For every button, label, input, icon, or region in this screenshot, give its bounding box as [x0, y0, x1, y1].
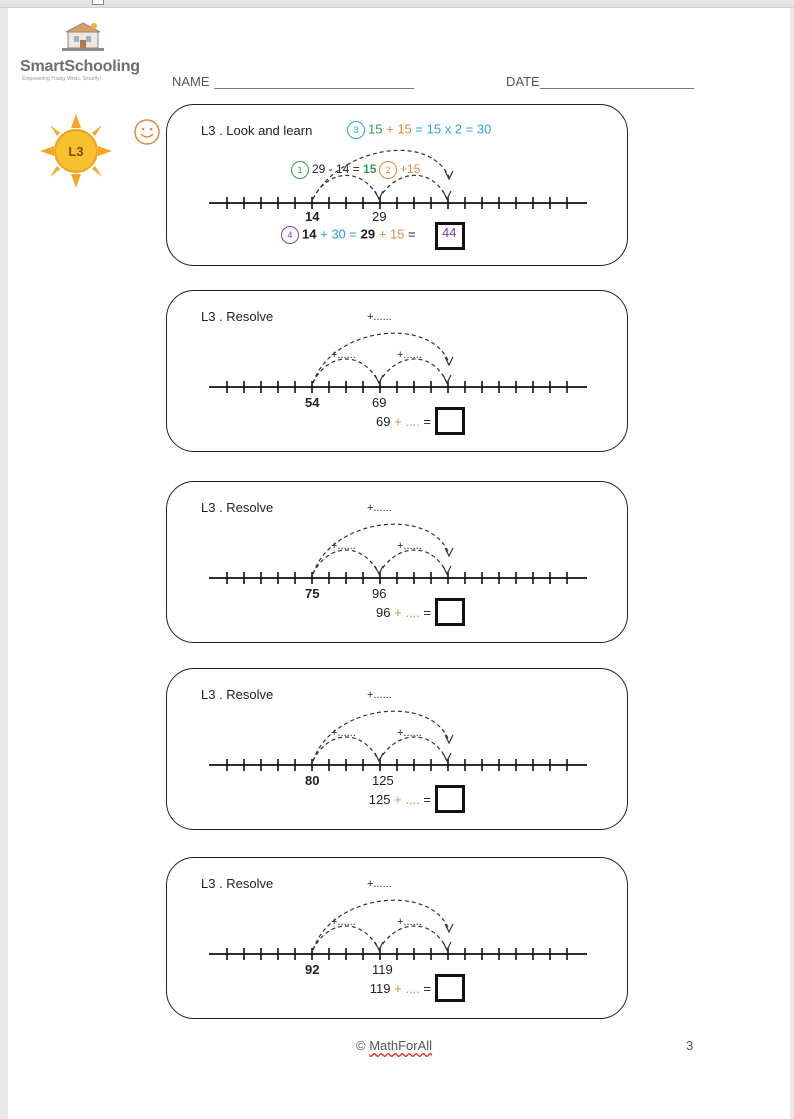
step4-plus2: + [378, 226, 387, 242]
big-jump-label[interactable]: +...... [367, 311, 392, 323]
small-jump-arc-2 [379, 359, 447, 383]
number-line-ticks [227, 572, 567, 584]
arrow-head [375, 566, 383, 574]
exercise-card [166, 668, 628, 830]
step4-eq2: = [408, 226, 416, 242]
page-number: 3 [686, 1038, 694, 1053]
small-jump-label-2[interactable]: +...... [397, 540, 422, 552]
arrow-head [375, 753, 383, 761]
small-jump-label-2[interactable]: +...... [397, 349, 422, 361]
copyright-symbol: © [356, 1038, 366, 1053]
small-jump-arc-2 [379, 550, 447, 574]
equation-plus: + [394, 792, 402, 807]
step1-result: 15 [363, 162, 377, 177]
lesson-title: L3 . Look and learn [201, 123, 313, 138]
step4-plus1: + [320, 226, 328, 242]
equation-equals: = [423, 605, 431, 620]
arrow-head [443, 566, 451, 574]
number-line-ticks [227, 759, 567, 771]
small-jump-label-1[interactable]: +...... [331, 540, 356, 552]
equation-blank[interactable]: .... [405, 414, 420, 429]
big-jump-label[interactable]: +...... [367, 689, 392, 701]
small-jump-label-2[interactable]: +...... [397, 727, 422, 739]
mid-number: 96 [372, 586, 387, 601]
mid-number: 119 [372, 962, 393, 977]
arrow-head [445, 924, 453, 932]
exercise-card [166, 481, 628, 643]
exercise-card [166, 290, 628, 452]
date-field[interactable] [540, 88, 694, 89]
date-label: DATE [506, 74, 540, 89]
step3-equation [347, 121, 491, 139]
arrow-head [445, 357, 453, 365]
exercise-equation [369, 792, 431, 807]
step4-c: 29 [360, 226, 376, 242]
exercise-equation [376, 605, 431, 620]
step3-a: 15 [368, 121, 383, 137]
step4-a: 14 [302, 226, 317, 242]
arrow-head [443, 753, 451, 761]
equation-blank[interactable]: .... [405, 605, 420, 620]
big-jump-label[interactable]: +...... [367, 502, 392, 514]
big-jump-label[interactable]: +...... [367, 878, 392, 890]
name-label: NAME [172, 74, 210, 89]
brand-name: SmartSchooling [20, 58, 140, 75]
step4-d: 15 [389, 226, 405, 242]
step3-eq2: = [465, 121, 474, 137]
step2-text: +15 [400, 162, 421, 177]
author-name: MathForAll [369, 1038, 433, 1053]
step1-badge: 1 [291, 161, 309, 179]
number-line-ticks [227, 948, 567, 960]
exercise-equation [376, 414, 431, 429]
small-jump-arc-2 [379, 926, 447, 950]
exercise-equation [370, 981, 431, 996]
name-field[interactable] [214, 88, 414, 89]
answer-box[interactable] [435, 974, 465, 1002]
mid-number: 69 [372, 395, 387, 410]
small-jump-arc-2 [379, 737, 447, 761]
small-jump-label-1[interactable]: +...... [331, 916, 356, 928]
arrow-head [445, 735, 453, 743]
answer-box[interactable]: 44 [435, 222, 465, 250]
step1-equation [291, 161, 376, 179]
answer-box[interactable] [435, 407, 465, 435]
step1-text: 29 - 14 = [312, 162, 364, 177]
arrow-head [375, 375, 383, 383]
arrow-head [445, 548, 453, 556]
mid-number: 125 [372, 773, 394, 788]
checkbox-marker [92, 0, 104, 5]
step4-eq1: = [349, 226, 357, 242]
smiley-icon [132, 118, 162, 146]
equation-blank[interactable]: .... [405, 792, 420, 807]
exercise-title: L3 . Resolve [201, 876, 274, 891]
equation-prefix: 119 [369, 981, 391, 996]
brand-logo [20, 20, 150, 84]
step3-result: 30 [476, 121, 492, 137]
equation-blank[interactable]: .... [405, 981, 420, 996]
number-line-ticks [227, 381, 567, 393]
equation-plus: + [394, 414, 402, 429]
step3-b: 15 [397, 121, 412, 137]
small-jump-arc-1 [313, 737, 379, 761]
start-number: 92 [305, 962, 320, 977]
sun-icon [40, 114, 112, 188]
arrow-head [443, 942, 451, 950]
equation-prefix: 96 [376, 605, 391, 620]
equation-plus: + [394, 981, 402, 996]
small-jump-arc-1 [313, 359, 379, 383]
sun-level-badge [40, 114, 112, 188]
answer-box[interactable] [435, 785, 465, 813]
equation-equals: = [423, 414, 431, 429]
arrow-head [443, 375, 451, 383]
brand-tagline: Empowering Young Minds, Smartly! [22, 76, 101, 82]
step3-mul: 15 x 2 [426, 121, 463, 137]
start-number: 14 [305, 209, 320, 224]
step4-equation [281, 226, 416, 244]
start-number: 54 [305, 395, 320, 410]
step2-badge: 2 [379, 161, 397, 179]
equation-prefix: 69 [376, 414, 391, 429]
small-jump-label-1[interactable]: +...... [331, 349, 356, 361]
step4-b: 30 [331, 226, 346, 242]
step3-eq: = [415, 121, 423, 137]
equation-prefix: 125 [368, 792, 391, 807]
small-jump-arc-1 [313, 926, 379, 950]
answer-box[interactable] [435, 598, 465, 626]
step2-equation [379, 161, 420, 179]
exercise-title: L3 . Resolve [201, 500, 274, 515]
lesson-card [166, 104, 628, 266]
mid-number: 29 [372, 209, 387, 224]
equation-equals: = [423, 792, 431, 807]
exercise-card [166, 857, 628, 1019]
step3-badge: 3 [347, 121, 365, 139]
arrow-head [375, 942, 383, 950]
small-jump-label-2[interactable]: +...... [397, 916, 422, 928]
exercise-title: L3 . Resolve [201, 309, 274, 324]
equation-equals: = [423, 981, 431, 996]
window-top-bar [0, 0, 794, 8]
level-label: L3 [68, 144, 84, 159]
start-number: 75 [305, 586, 320, 601]
equation-plus: + [394, 605, 402, 620]
small-jump-label-1[interactable]: +...... [331, 727, 356, 739]
school-building-icon [20, 20, 150, 60]
small-jump-arc-1 [313, 550, 379, 574]
footer-copyright [356, 1038, 432, 1053]
step3-plus: + [386, 121, 394, 137]
step4-badge: 4 [281, 226, 299, 244]
exercise-title: L3 . Resolve [201, 687, 274, 702]
start-number: 80 [305, 773, 320, 788]
